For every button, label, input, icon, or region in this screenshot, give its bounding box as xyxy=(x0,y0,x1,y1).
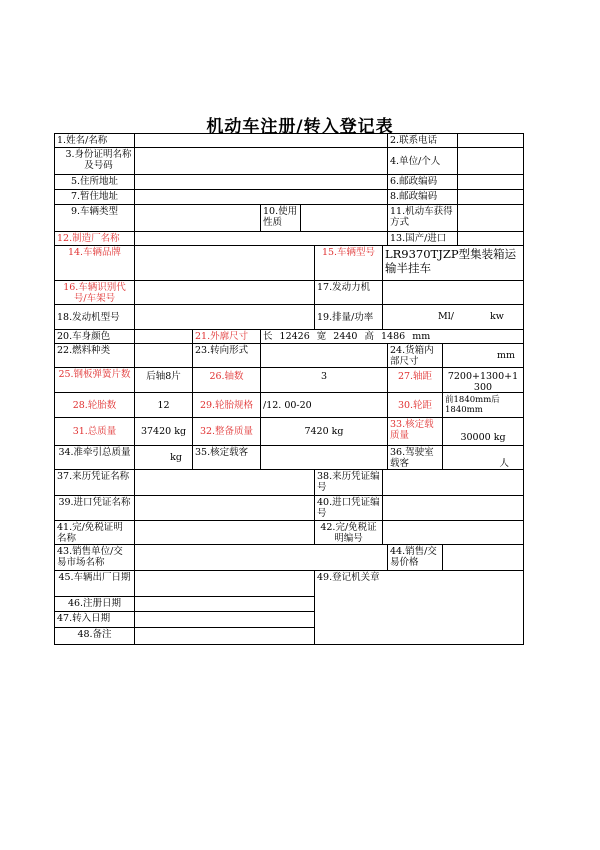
value-manufacturer[interactable] xyxy=(135,232,388,246)
displacement-unit: Ml/ xyxy=(438,311,454,322)
value-curb-mass: 7420 kg xyxy=(261,418,388,446)
registration-form xyxy=(54,133,524,645)
label-engine-model: 18.发动机型号 xyxy=(55,305,135,330)
label-displacement: 19.排量/功率 xyxy=(315,305,383,330)
value-tire-spec: /12. 00-20 xyxy=(261,393,388,418)
value-origin-doc-no[interactable] xyxy=(383,470,523,496)
label-manufacturer: 12.制造厂名称 xyxy=(55,232,135,246)
label-tax-cert-no: 42.完/免税证明编号 xyxy=(315,521,383,545)
label-transfer-date: 47.转入日期 xyxy=(55,612,135,628)
label-address: 5.住所地址 xyxy=(55,175,135,190)
label-cargo-box: 24.货箱内部尺寸 xyxy=(388,344,443,368)
label-fuel: 22.燃料种类 xyxy=(55,344,135,368)
value-track: 前1840mm后1840mm xyxy=(443,393,523,418)
value-fuel[interactable] xyxy=(135,344,193,368)
value-body-color[interactable] xyxy=(135,330,193,344)
label-usage: 10.使用性质 xyxy=(261,205,301,232)
label-tires: 28.轮胎数 xyxy=(55,393,135,418)
value-engine-model[interactable] xyxy=(135,305,315,330)
value-postcode-2[interactable] xyxy=(458,190,523,205)
value-seller[interactable] xyxy=(135,545,388,571)
label-spring: 25.钢板弹簧片数 xyxy=(55,368,135,393)
value-import-doc-no[interactable] xyxy=(383,496,523,521)
value-rated-load: 30000 kg xyxy=(443,418,523,446)
label-tow-mass: 34.准牵引总质量 xyxy=(55,446,135,470)
value-axles: 3 xyxy=(261,368,388,393)
label-origin: 13.国产/进口 xyxy=(388,232,458,246)
label-curb-mass: 32.整备质量 xyxy=(193,418,261,446)
label-name: 1.姓名/名称 xyxy=(55,134,135,148)
label-postcode-2: 8.邮政编码 xyxy=(388,190,458,205)
value-factory-date[interactable] xyxy=(135,571,315,597)
value-cargo-box: mm xyxy=(443,344,523,368)
label-factory-date: 45.车辆出厂日期 xyxy=(55,571,135,597)
label-total-mass: 31.总质量 xyxy=(55,418,135,446)
label-brand: 14.车辆品牌 xyxy=(55,246,135,281)
value-phone[interactable] xyxy=(458,134,523,148)
value-passengers[interactable] xyxy=(261,446,388,470)
value-power-source[interactable] xyxy=(383,281,523,305)
label-remarks: 48.备注 xyxy=(55,628,135,644)
label-id-doc: 3.身份证明名称及号码 xyxy=(55,148,135,175)
value-vin[interactable] xyxy=(135,281,315,305)
label-passengers: 35.核定载客 xyxy=(193,446,261,470)
label-acquisition: 11.机动车获得方式 xyxy=(388,205,458,232)
value-total-mass: 37420 kg xyxy=(135,418,193,446)
value-name[interactable] xyxy=(135,134,388,148)
value-origin[interactable] xyxy=(458,232,523,246)
value-cab-passengers: 人 xyxy=(443,446,523,470)
value-origin-doc-name[interactable] xyxy=(135,470,315,496)
label-temp-address: 7.暂住地址 xyxy=(55,190,135,205)
value-price[interactable] xyxy=(443,545,523,571)
value-wheelbase: 7200+1300+1300 xyxy=(443,368,523,393)
label-body-color: 20.车身颜色 xyxy=(55,330,135,344)
label-steering: 23.转向形式 xyxy=(193,344,261,368)
label-power-source: 17.发动力机 xyxy=(315,281,383,305)
label-origin-doc-no: 38.来历凭证编号 xyxy=(315,470,383,496)
label-dimensions: 21.外廓尺寸 xyxy=(193,330,261,344)
label-track: 30.轮距 xyxy=(388,393,443,418)
label-register-date: 46.注册日期 xyxy=(55,597,135,612)
label-axles: 26.轴数 xyxy=(193,368,261,393)
label-origin-doc-name: 37.来历凭证名称 xyxy=(55,470,135,496)
power-unit: kw xyxy=(490,311,504,322)
label-import-doc-no: 40.进口凭证编号 xyxy=(315,496,383,521)
value-brand[interactable] xyxy=(135,246,315,281)
value-address[interactable] xyxy=(135,175,388,190)
value-temp-address[interactable] xyxy=(135,190,388,205)
label-price: 44.销售/交易价格 xyxy=(388,545,443,571)
form-title: 机动车注册/转入登记表 xyxy=(206,117,394,137)
value-vehicle-type[interactable] xyxy=(135,205,261,232)
value-import-doc-name[interactable] xyxy=(135,496,315,521)
label-cab-passengers: 36.驾驶室载客 xyxy=(388,446,443,470)
label-phone: 2.联系电话 xyxy=(388,134,458,148)
value-usage[interactable] xyxy=(301,205,388,232)
value-tow-mass: kg xyxy=(135,446,193,470)
value-acquisition[interactable] xyxy=(458,205,523,232)
value-remarks[interactable] xyxy=(135,628,315,644)
label-registration-seal: 49.登记机关章 xyxy=(317,572,380,583)
label-tire-spec: 29.轮胎规格 xyxy=(193,393,261,418)
label-wheelbase: 27.轴距 xyxy=(388,368,443,393)
label-unit-person: 4.单位/个人 xyxy=(388,148,458,175)
value-id-doc[interactable] xyxy=(135,148,388,175)
value-steering[interactable] xyxy=(261,344,388,368)
value-model: LR9370TJZP型集装箱运输半挂车 xyxy=(383,246,523,281)
label-postcode: 6.邮政编码 xyxy=(388,175,458,190)
label-seller: 43.销售单位/交易市场名称 xyxy=(55,545,135,571)
value-transfer-date[interactable] xyxy=(135,612,315,628)
label-vehicle-type: 9.车辆类型 xyxy=(55,205,135,232)
value-postcode[interactable] xyxy=(458,175,523,190)
value-spring: 后轴8片 xyxy=(135,368,193,393)
value-displacement xyxy=(383,305,523,330)
value-tires: 12 xyxy=(135,393,193,418)
label-tax-cert-name: 41.完/免税证明名称 xyxy=(55,521,135,545)
value-tax-cert-no[interactable] xyxy=(383,521,523,545)
label-vin: 16.车辆识别代号/车架号 xyxy=(55,281,135,305)
value-tax-cert-name[interactable] xyxy=(135,521,315,545)
value-register-date[interactable] xyxy=(135,597,315,612)
label-model: 15.车辆型号 xyxy=(315,246,383,281)
label-rated-load: 33.核定载质量 xyxy=(388,418,443,446)
value-unit-person[interactable] xyxy=(458,148,523,175)
label-import-doc-name: 39.进口凭证名称 xyxy=(55,496,135,521)
value-dimensions: 长 12426 宽 2440 高 1486 mm xyxy=(261,330,523,344)
